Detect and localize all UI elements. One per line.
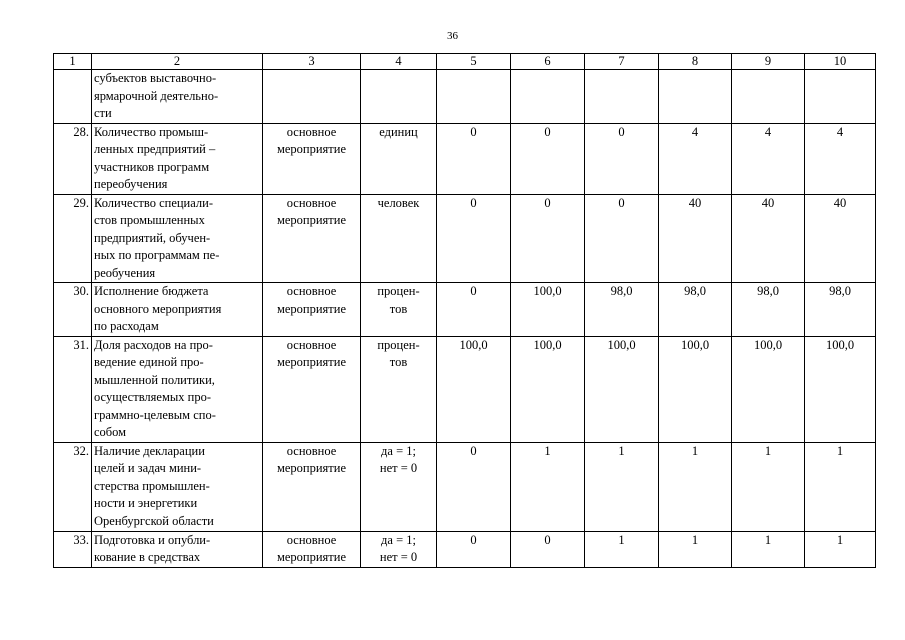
value-cell: 98,0 <box>805 283 876 337</box>
indicator-name: Количество специали- стов промышленных предприятий, обучен- ных по программам пе- реобучения <box>92 194 263 283</box>
indicator-name: Количество промыш- ленных предприятий – участников программ переобучения <box>92 123 263 194</box>
indicator-type: основное мероприятие <box>263 442 361 531</box>
value-cell: 0 <box>585 123 659 194</box>
indicator-name: Исполнение бюджета основного мероприятия по расходам <box>92 283 263 337</box>
row-number: 32. <box>54 442 92 531</box>
table-row <box>54 336 876 442</box>
table-row <box>54 70 876 124</box>
indicator-type <box>263 70 361 124</box>
value-cell: 0 <box>437 442 511 531</box>
column-header: 1 <box>54 54 92 70</box>
value-cell <box>659 70 732 124</box>
value-cell: 0 <box>585 194 659 283</box>
value-cell: 100,0 <box>437 336 511 442</box>
indicator-type: основное мероприятие <box>263 283 361 337</box>
column-header: 10 <box>805 54 876 70</box>
indicator-name: субъектов выставочно- ярмарочной деятельно- сти <box>92 70 263 124</box>
row-number: 30. <box>54 283 92 337</box>
value-cell: 0 <box>437 194 511 283</box>
row-number <box>54 70 92 124</box>
value-cell: 1 <box>732 531 805 567</box>
value-cell: 1 <box>659 442 732 531</box>
value-cell: 1 <box>659 531 732 567</box>
value-cell: 40 <box>732 194 805 283</box>
page-number: 36 <box>447 30 458 42</box>
value-cell: 0 <box>437 283 511 337</box>
value-cell: 4 <box>732 123 805 194</box>
indicator-unit: да = 1; нет = 0 <box>361 531 437 567</box>
row-number: 28. <box>54 123 92 194</box>
value-cell: 1 <box>805 442 876 531</box>
column-header: 9 <box>732 54 805 70</box>
value-cell: 0 <box>511 531 585 567</box>
value-cell: 98,0 <box>585 283 659 337</box>
indicator-unit: да = 1; нет = 0 <box>361 442 437 531</box>
row-number: 31. <box>54 336 92 442</box>
value-cell <box>732 70 805 124</box>
value-cell: 1 <box>732 442 805 531</box>
value-cell: 0 <box>437 531 511 567</box>
column-header: 7 <box>585 54 659 70</box>
indicator-name: Наличие декларации целей и задач мини- стерства промышлен- ности и энергетики Оренбургской области <box>92 442 263 531</box>
indicator-unit: единиц <box>361 123 437 194</box>
indicator-type: основное мероприятие <box>263 194 361 283</box>
column-header: 5 <box>437 54 511 70</box>
column-header: 2 <box>92 54 263 70</box>
value-cell: 0 <box>511 123 585 194</box>
value-cell: 100,0 <box>732 336 805 442</box>
table-row <box>54 123 876 194</box>
value-cell: 98,0 <box>732 283 805 337</box>
column-header: 4 <box>361 54 437 70</box>
indicator-type: основное мероприятие <box>263 123 361 194</box>
value-cell: 0 <box>437 123 511 194</box>
indicator-unit: процен- тов <box>361 283 437 337</box>
value-cell: 4 <box>659 123 732 194</box>
value-cell: 100,0 <box>511 336 585 442</box>
value-cell: 40 <box>805 194 876 283</box>
table-row <box>54 531 876 567</box>
value-cell: 0 <box>511 194 585 283</box>
column-header: 3 <box>263 54 361 70</box>
value-cell <box>585 70 659 124</box>
table-row <box>54 283 876 337</box>
column-header: 6 <box>511 54 585 70</box>
value-cell: 100,0 <box>659 336 732 442</box>
indicator-unit: процен- тов <box>361 336 437 442</box>
indicator-unit <box>361 70 437 124</box>
value-cell <box>511 70 585 124</box>
value-cell: 100,0 <box>585 336 659 442</box>
indicators-table <box>53 53 876 568</box>
value-cell <box>805 70 876 124</box>
value-cell: 1 <box>585 442 659 531</box>
indicator-name: Подготовка и опубли- кование в средствах <box>92 531 263 567</box>
indicator-type: основное мероприятие <box>263 531 361 567</box>
value-cell: 4 <box>805 123 876 194</box>
indicator-type: основное мероприятие <box>263 336 361 442</box>
value-cell: 40 <box>659 194 732 283</box>
column-header: 8 <box>659 54 732 70</box>
header-row <box>54 54 876 70</box>
value-cell: 1 <box>805 531 876 567</box>
indicator-unit: человек <box>361 194 437 283</box>
row-number: 29. <box>54 194 92 283</box>
value-cell: 100,0 <box>511 283 585 337</box>
value-cell: 1 <box>511 442 585 531</box>
value-cell: 1 <box>585 531 659 567</box>
value-cell: 98,0 <box>659 283 732 337</box>
table-row <box>54 442 876 531</box>
row-number: 33. <box>54 531 92 567</box>
value-cell <box>437 70 511 124</box>
table-row <box>54 194 876 283</box>
indicator-name: Доля расходов на про- ведение единой про- мышленной политики, осуществляемых про- граммно-целевым спо- собом <box>92 336 263 442</box>
value-cell: 100,0 <box>805 336 876 442</box>
